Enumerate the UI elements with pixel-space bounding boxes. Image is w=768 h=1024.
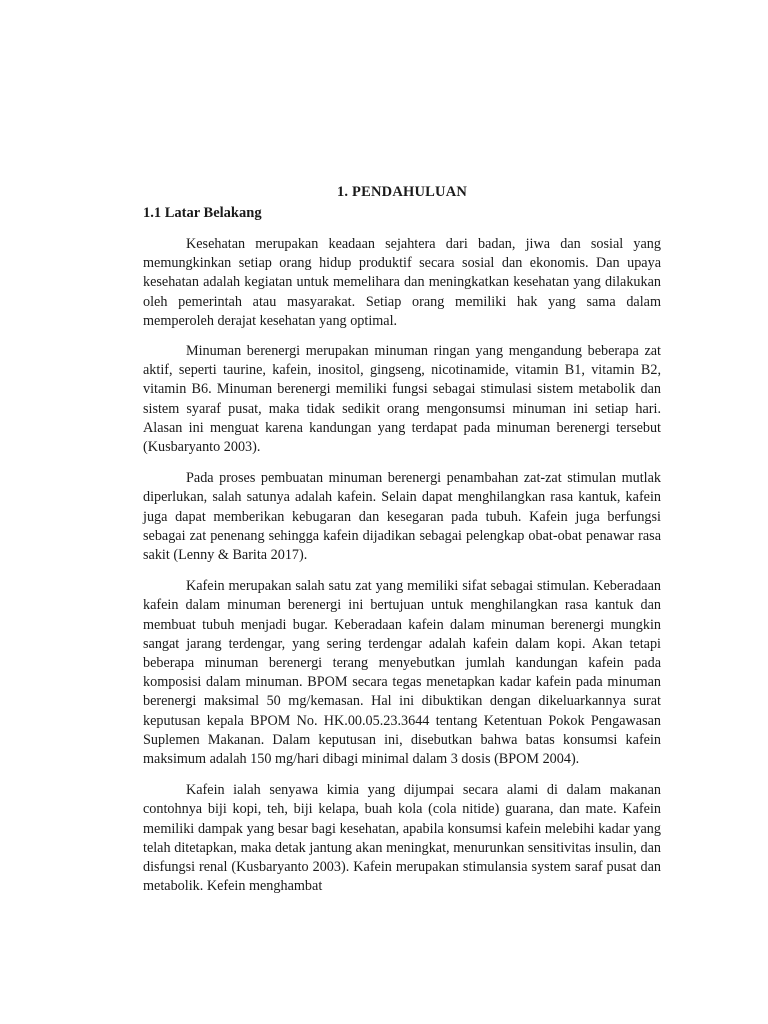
paragraph-energy-drink: Minuman berenergi merupakan minuman ringan yang mengandung beberapa zat aktif, seperti taurine, kafein, inositol, gingseng, nicotinamide, vitamin B1, vitamin B2, vitamin B6. Minuman berenergi memiliki fungsi sebagai stimulasi sistem metabolik dan sistem syaraf pusat, maka tidak sedikit orang mengonsumsi minuman ini setiap hari. Alasan ini menguat karena kandungan yang terdapat pada minuman berenergi tersebut (Kusbaryanto 2003). bbox=[143, 343, 661, 456]
section-title: 1.1 Latar Belakang bbox=[143, 205, 262, 221]
chapter-title: 1. PENDAHULUAN bbox=[336, 184, 468, 200]
paragraph-caffeine-stimulant: Kafein merupakan salah satu zat yang memiliki sifat sebagai stimulan. Keberadaan kafein dalam minuman berenergi ini bertujuan untuk menghilangkan rasa kantuk dan membuat tubuh menjadi bugar. Keberadaan kafein dalam minuman berenergi mungkin sangat jarang terdengar, yang sering terdengar adalah kafein dalam kopi. Akan tetapi beberapa minuman berenergi terang menyebutkan jumlah kandungan kafein pada komposisi dalam minuman. BPOM secara tegas menetapkan kadar kafein pada minuman berenergi maksimal 50 mg/kemasan. Hal ini dibuktikan dengan dikeluarkannya surat keputusan kepala BPOM No. HK.00.05.23.3644 tentang Ketentuan Pokok Pengawasan Suplemen Makanan. Dalam keputusan ini, disebutkan bahwa batas konsumsi kafein maksimum adalah 150 mg/hari dibagi minimal dalam 3 dosis (BPOM 2004). bbox=[143, 578, 661, 768]
paragraph-stimulant-production: Pada proses pembuatan minuman berenergi penambahan zat-zat stimulan mutlak diperlukan, salah satunya adalah kafein. Selain dapat menghilangkan rasa kantuk, kafein juga dapat memberikan kebugaran dan kesegaran pada tubuh. Kafein juga berfungsi sebagai zat penenang sehingga kafein dijadikan sebagai pelengkap obat-obat penawar rasa sakit (Lenny & Barita 2017). bbox=[143, 470, 661, 564]
paragraph-health: Kesehatan merupakan keadaan sejahtera dari badan, jiwa dan sosial yang memungkinkan setiap orang hidup produktif secara sosial dan ekonomis. Dan upaya kesehatan adalah kegiatan untuk memelihara dan meningkatkan kesehatan yang dilakukan oleh pemerintah atau masyarakat. Setiap orang memiliki hak yang sama dalam memperoleh derajat kesehatan yang optimal. bbox=[143, 236, 661, 329]
page-content bbox=[143, 182, 661, 897]
paragraph-caffeine-compound: Kafein ialah senyawa kimia yang dijumpai secara alami di dalam makanan contohnya biji kopi, teh, biji kelapa, buah kola (cola nitide) guarana, dan mate. Kafein memiliki dampak yang besar bagi kesehatan, apabila konsumsi kafein melebihi kadar yang telah ditetapkan, maka detak jantung akan meningkat, menurunkan sensitivitas insulin, dan disfungsi renal (Kusbaryanto 2003). Kafein merupakan stimulansia system saraf pusat dan metabolik. Kefein menghambat bbox=[143, 782, 661, 895]
